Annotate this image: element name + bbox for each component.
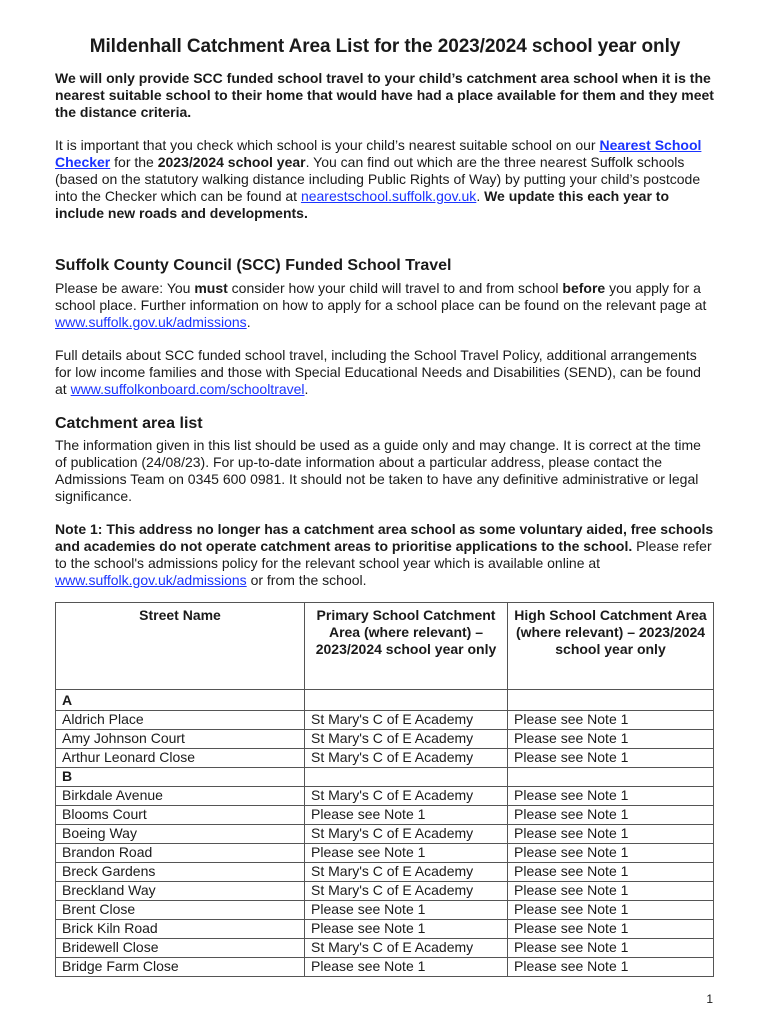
header-primary-school: Primary School Catchment Area (where relevant) – 2023/2024 school year only: [305, 603, 508, 690]
note-1-paragraph: Note 1: This address no longer has a catchment area school as some voluntary aided, free schools and academies do not operate catchment areas to prioritise applications to the school. Please refer to the school's admissions policy for the relevant school year which is available online at www.suffolk.gov.uk/admissions or from the school.: [55, 521, 714, 588]
travel-heading: Suffolk County Council (SCC) Funded School Travel: [55, 257, 452, 274]
table-row: Blooms Court Please see Note 1 Please see Note 1: [56, 806, 714, 825]
table-row: Breckland Way St Mary's C of E Academy Please see Note 1: [56, 882, 714, 901]
header-street-name: Street Name: [56, 603, 305, 690]
table-row: Aldrich Place St Mary's C of E Academy Please see Note 1: [56, 711, 714, 730]
table-header-row: [56, 603, 714, 690]
checker-paragraph: It is important that you check which school is your child’s nearest suitable school on our Nearest School Checker for the 2023/2024 school year. You can find out which are the three nearest Suffolk schools (based on the statutory walking distance including Public Rights of Way) by putting your child’s postcode into the Checker which can be found at nearestschool.suffolk.gov.uk. We update this each year to include new roads and developments.: [55, 137, 702, 221]
page-title: Mildenhall Catchment Area List for the 2023/2024 school year only: [89, 36, 681, 57]
admissions-link[interactable]: www.suffolk.gov.uk/admissions: [55, 314, 247, 330]
catchment-table: [55, 602, 714, 977]
table-row: Brandon Road Please see Note 1 Please see Note 1: [56, 844, 714, 863]
letter-row-a: A: [56, 690, 714, 711]
letter-row-b: B: [56, 768, 714, 787]
page-number: 1: [706, 992, 713, 1006]
intro-paragraph: We will only provide SCC funded school travel to your child’s catchment area school when it is the nearest suitable school to their home that would have had a place available for them and they meet the distance criteria.: [55, 70, 714, 120]
table-row: Arthur Leonard Close St Mary's C of E Academy Please see Note 1: [56, 749, 714, 768]
table-row: Bridewell Close St Mary's C of E Academy Please see Note 1: [56, 939, 714, 958]
catchment-heading: Catchment area list: [55, 415, 203, 432]
table-row: Bridge Farm Close Please see Note 1 Please see Note 1: [56, 958, 714, 977]
table-row: Amy Johnson Court St Mary's C of E Academy Please see Note 1: [56, 730, 714, 749]
travel-paragraph-1: Please be aware: You must consider how your child will travel to and from school before you apply for a school place. Further information on how to apply for a school place can be found on the relevant page at www.suffolk.gov.uk/admissions.: [55, 280, 707, 330]
admissions-link-note[interactable]: www.suffolk.gov.uk/admissions: [55, 572, 247, 588]
header-high-school: High School Catchment Area (where relevant) – 2023/2024 school year only: [508, 603, 714, 690]
table-row: Birkdale Avenue St Mary's C of E Academy Please see Note 1: [56, 787, 714, 806]
nearest-school-checker-link[interactable]: Nearest School Checker: [55, 137, 702, 170]
table-row: Brick Kiln Road Please see Note 1 Please see Note 1: [56, 920, 714, 939]
table-row: Brent Close Please see Note 1 Please see Note 1: [56, 901, 714, 920]
catchment-paragraph: The information given in this list should be used as a guide only and may change. It is correct at the time of publication (24/08/23). For up-to-date information about a particular address, please contact the Admissions Team on 0345 600 0981. It should not be taken to have any definitive administrative or legal significance.: [55, 437, 701, 504]
table-row: Breck Gardens St Mary's C of E Academy Please see Note 1: [56, 863, 714, 882]
travel-paragraph-2: Full details about SCC funded school travel, including the School Travel Policy, additional arrangements for low income families and those with Special Educational Needs and Disabilities (SEND), can be found at www.suffolkonboard.com/schooltravel.: [55, 347, 701, 397]
nearestschool-url-link[interactable]: nearestschool.suffolk.gov.uk: [300, 188, 477, 204]
table-row: Boeing Way St Mary's C of E Academy Please see Note 1: [56, 825, 714, 844]
schooltravel-link[interactable]: www.suffolkonboard.com/schooltravel: [70, 381, 305, 397]
